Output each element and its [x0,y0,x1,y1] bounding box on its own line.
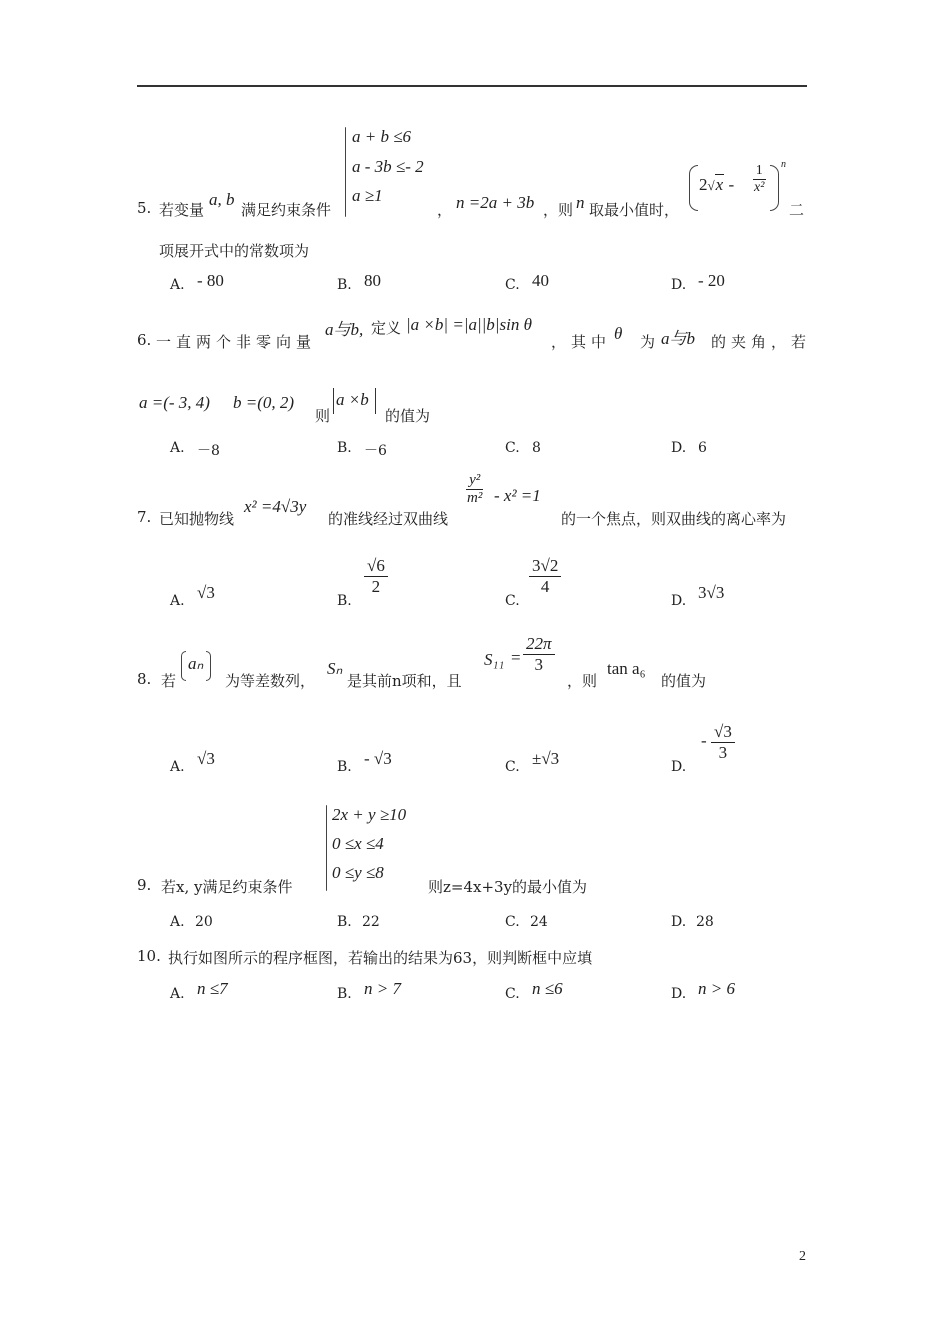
q8-option-d-sign: - [701,731,707,750]
q9-option-a: 20 [195,914,213,930]
q7-option-d-label: D. [671,593,687,609]
q7-hyperbola-den: m² [467,490,483,506]
q5-expr-num: 1 [753,163,766,180]
q10-option-a: n ≤7 [197,979,228,998]
q7-hyperbola-frac [464,472,485,507]
q7-option-b-num: √6 [364,556,388,577]
q8-text-2: 为等差数列， [225,672,316,690]
q8-s11: S₁₁ [484,650,505,669]
q9-option-d-label: D. [671,914,687,930]
q5-option-a-label: A. [170,277,185,293]
q7-option-c-den: 4 [540,577,550,596]
q7-option-b-label: B. [337,593,352,609]
q6-option-c-label: C. [505,440,520,456]
q6-option-b: －6 [364,443,387,459]
q7-text-1: 已知抛物线 [159,510,235,528]
q8-option-d-frac [711,722,735,763]
q7-option-a: √3 [197,583,215,602]
q8-option-c-label: C. [505,759,520,775]
q7-hyperbola-num: y² [466,472,483,490]
q6-option-d-label: D. [671,440,687,456]
q5-option-d-label: D. [671,277,687,293]
q8-text-1: 若 [161,672,177,690]
q8-option-d-den: 3 [718,743,728,762]
q7-parabola: x² =4√3y [244,497,307,516]
q6-option-d: 6 [698,440,707,456]
q8-number: 8. [137,670,152,688]
q9-constraint-2: 0 ≤x ≤4 [332,834,384,853]
header-rule [137,85,807,87]
q5-expr-power: n [781,159,786,170]
q5-text-5: 二 [789,201,805,219]
q5-constraint-2: a - 3b ≤- 2 [352,157,424,176]
q8-option-d-label: D. [671,759,687,775]
q10-option-c: n ≤6 [532,979,563,998]
q10-number: 10. [137,947,161,965]
q6-text-1: 一直两个非零向量 [156,333,317,351]
q10-option-b-label: B. [337,986,352,1002]
q6-number: 6. [137,331,152,349]
q8-s11-num: 22π [523,634,555,655]
q9-text-2: 则z=4x+3y的最小值为 [428,878,588,896]
q6-formula: |a ×b| =|a||b|sin θ [406,315,532,334]
q9-constraint-brace [326,805,327,891]
q10-option-a-label: A. [170,986,185,1002]
q7-option-a-label: A. [170,593,185,609]
q5-text-3: ，则 [543,201,574,219]
q6-theta: θ [614,324,623,343]
q6-option-a: －8 [197,443,220,459]
q6-b-value: b =(0, 2) [233,393,295,412]
q7-hyperbola-rest: - x² =1 [494,486,541,505]
q8-sequence: aₙ [188,654,204,673]
q5-expr-frac [751,163,767,196]
q5-constraint-brace [345,127,346,217]
q5-text-line2: 项展开式中的常数项为 [159,242,310,260]
q8-option-d-fraction [711,722,735,763]
q10-option-c-label: C. [505,986,520,1002]
q8-option-a: √3 [197,749,215,768]
q10-option-b: n > 7 [364,979,401,998]
q7-number: 7. [137,508,152,526]
q8-set-left-brace [181,651,186,681]
q5-text-1: 若变量 [159,201,205,219]
q8-set-right-brace [206,651,211,681]
q10-option-d: n > 6 [698,979,735,998]
q8-s11-eq: = [511,648,521,667]
q5-expr-left-paren [689,165,698,211]
q5-option-a: - 80 [197,271,224,290]
q7-option-b-den: 2 [371,577,381,596]
q9-text-1: 若x, y满足约束条件 [161,878,293,896]
q9-constraint-1: 2x + y ≥10 [332,805,407,824]
q5-comma: ， [437,201,453,219]
q8-option-d-num: √3 [711,722,735,743]
q8-tan: tan a₆ [607,659,646,678]
q6-vectors: a与b, [325,320,364,339]
q6-text-6: 的值为 [385,407,431,425]
q5-n: n [576,193,585,212]
q5-option-b: 80 [364,271,381,290]
q9-option-b-label: B. [337,914,352,930]
q5-expr-fraction [751,163,767,196]
q6-text-5: 则 [315,407,331,425]
q5-constraint-3: a ≥1 [352,186,383,205]
q6-text-3: 为 [640,333,656,351]
q9-constraint-3: 0 ≤y ≤8 [332,863,384,882]
q9-number: 9. [137,876,152,894]
q8-option-b-label: B. [337,759,352,775]
q5-text-4: 取最小值时， [589,201,680,219]
q6-abs-expr: a ×b [336,390,369,409]
q6-option-c: 8 [532,440,541,456]
q5-option-c-label: C. [505,277,520,293]
q8-s11-den: 3 [534,655,544,674]
q7-option-c-label: C. [505,593,520,609]
q5-vars: a, b [209,190,235,209]
q7-option-b-fraction [364,556,388,597]
q5-expr-sqrt: 2√x - [699,175,735,194]
q6-text-2: ，其中 [551,333,612,351]
page-number: 2 [799,1249,806,1264]
q9-option-c-label: C. [505,914,520,930]
q7-text-2: 的准线经过双曲线 [328,510,449,528]
q5-number: 5. [137,199,152,217]
q8-text-5: 的值为 [661,672,707,690]
q10-text: 执行如图所示的程序框图，若输出的结果为63，则判断框中应填 [168,949,593,967]
q6-a-value: a =(- 3, 4) [139,393,210,412]
q5-constraint-1: a + b ≤6 [352,127,412,146]
q7-option-c-frac [529,556,561,597]
q5-option-c: 40 [532,271,549,290]
q8-s11-fraction [523,634,555,675]
q8-option-a-label: A. [170,759,185,775]
q8-sum: Sₙ [327,659,343,678]
q9-option-d: 28 [696,914,714,930]
q5-expr-den: x² [754,180,765,195]
q6-abs-left-bar [333,388,334,414]
q6-ab: a与b [661,329,695,348]
q10-option-d-label: D. [671,986,687,1002]
q5-option-d: - 20 [698,271,725,290]
q5-option-b-label: B. [337,277,352,293]
q8-text-3: 是其前n项和，且 [347,672,462,690]
q7-hyperbola-fraction [464,472,485,507]
q6-abs-right-bar [375,388,376,414]
q5-text-2: 满足约束条件 [241,201,332,219]
q9-option-b: 22 [362,914,380,930]
q7-option-c-num: 3√2 [529,556,561,577]
q8-s11-frac [523,634,555,675]
q7-option-c-fraction [529,556,561,597]
q6-define: 定义 [371,319,402,337]
q7-option-b-frac [364,556,388,597]
q5-objective: n =2a + 3b [456,193,535,212]
q5-expr-right-paren [770,165,779,211]
q7-option-d: 3√3 [698,583,725,602]
q6-text-4: 的夹角，若 [711,333,812,351]
q9-option-c: 24 [530,914,548,930]
q7-text-3: 的一个焦点，则双曲线的离心率为 [561,510,787,528]
q9-option-a-label: A. [170,914,185,930]
q8-text-4: ，则 [567,672,598,690]
q6-option-a-label: A. [170,440,185,456]
q6-option-b-label: B. [337,440,352,456]
q8-option-b: - √3 [364,749,392,768]
q8-option-c: ±√3 [532,749,560,768]
